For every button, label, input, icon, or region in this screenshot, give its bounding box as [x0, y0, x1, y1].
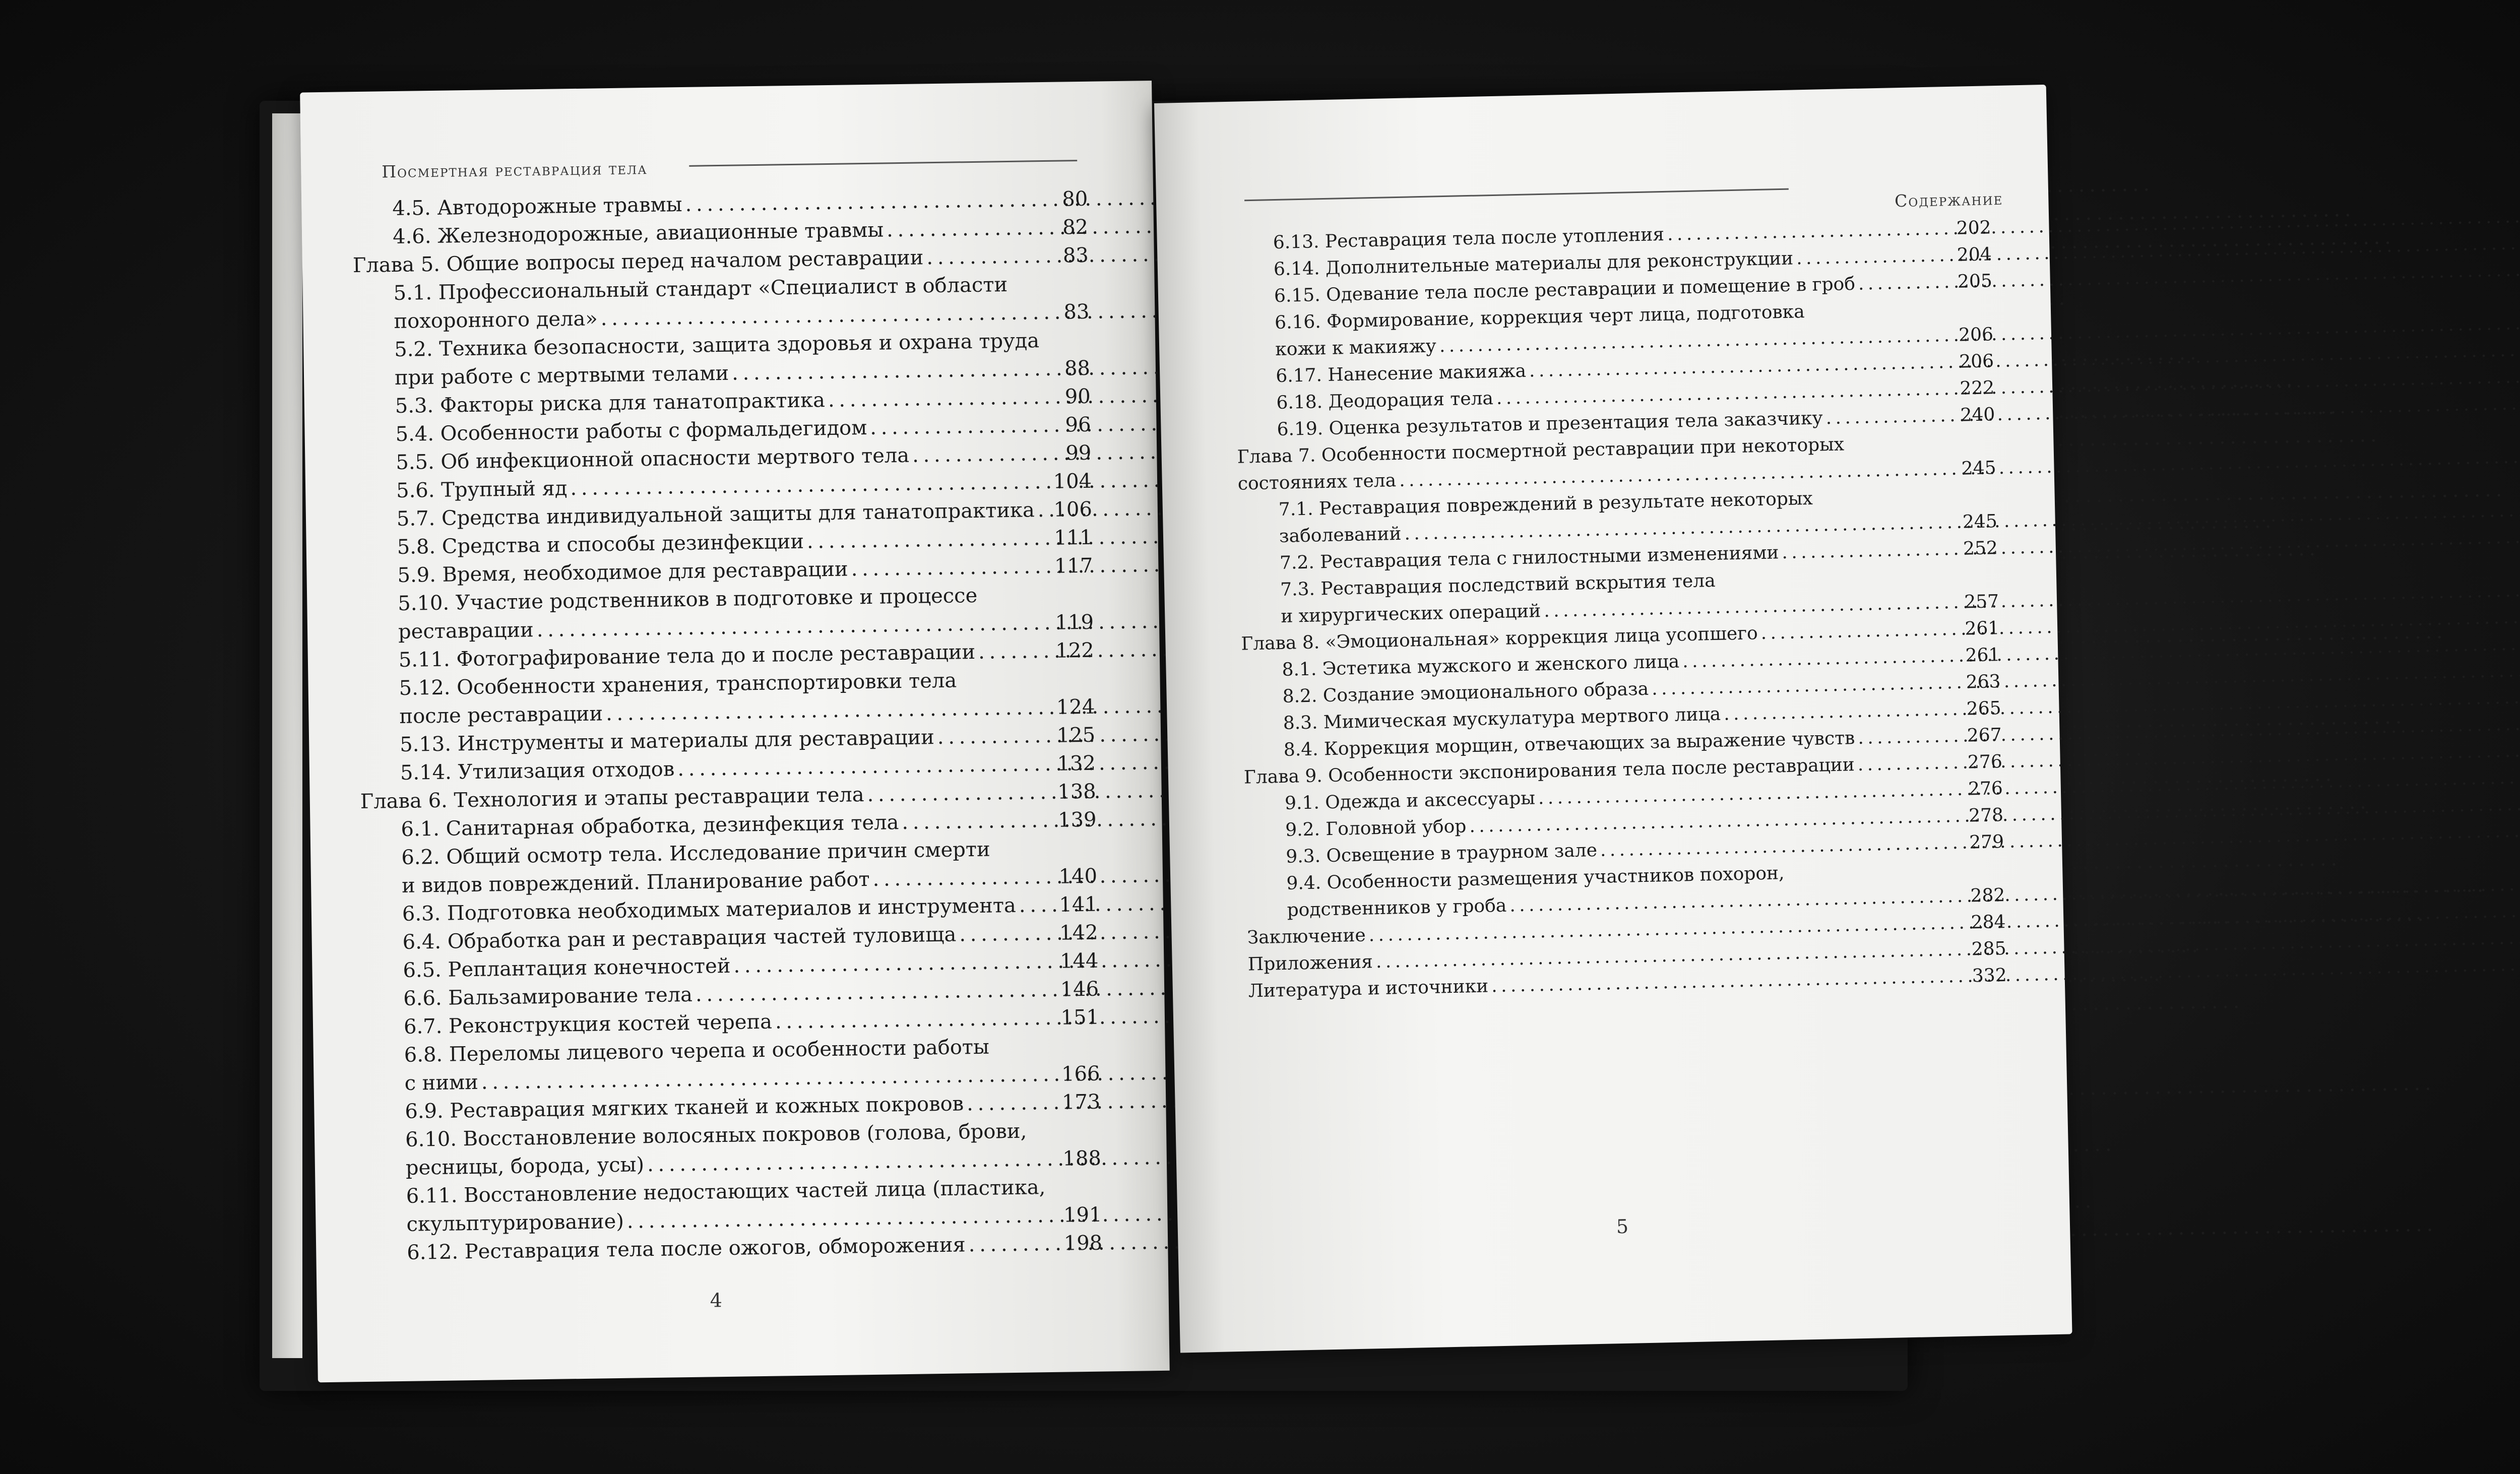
toc-entry-page: 205 [1957, 271, 1993, 292]
toc-entry-title: ресницы, борода, усы) [405, 1153, 645, 1180]
toc-entry-title-line: 5.2. Техника безопасности, защита здоровья и охрана труда [394, 329, 1040, 362]
toc-entry-title: 6.18. Деодорация тела [1276, 388, 1494, 414]
toc-entry-title: 6.17. Нанесение макияжа [1275, 360, 1527, 387]
toc-entry-title-line: Глава 7. Особенности посмертной реставрации при некоторых [1237, 434, 1845, 468]
toc-entry-page: 252 [1963, 538, 1998, 559]
toc-entry-title: и хирургических операций [1280, 601, 1541, 627]
toc-entry [365, 1173, 1102, 1239]
dot-leader [1019, 891, 1056, 920]
dot-leader [1796, 242, 1955, 272]
toc-entry-title: 6.12. Реставрация тела после ожогов, обморожения [407, 1233, 966, 1264]
toc-entry-title: 5.14. Утилизация отходов [400, 757, 675, 785]
toc-entry-page: 132 [1057, 751, 1096, 776]
toc-entry-title: 6.1. Санитарная обработка, дезинфекция тела [401, 811, 899, 841]
toc-entry-title: 8.4. Коррекция морщин, отвечающих за выражение чувств [1283, 728, 1855, 760]
toc-entry-page: 111 [1053, 526, 1093, 550]
toc-entry-page: 90 [1064, 384, 1091, 409]
toc-entry-title: Литература и источники [1248, 976, 1489, 1002]
toc-entry-page: 332 [1972, 965, 2007, 987]
toc-entry-page: 191 [1063, 1203, 1102, 1227]
toc-entry-page: 282 [1970, 884, 2005, 907]
toc-entry-page: 122 [1055, 638, 1095, 663]
toc-entry-title: с ними [404, 1070, 479, 1095]
toc-entry-title-line: 7.1. Реставрация повреждений в результате некоторых [1278, 488, 1813, 521]
toc-entry-page: 276 [1967, 751, 2003, 773]
toc-entry-title: 6.5. Реплантация конечностей [403, 954, 731, 982]
toc-entry-page: 198 [1063, 1231, 1103, 1255]
toc-entry-page: 140 [1058, 864, 1098, 888]
dot-leader [1037, 496, 1051, 524]
toc-left [352, 185, 1103, 1267]
toc-entry-title: 6.9. Реставрация мягких тканей и кожных покровов [405, 1092, 964, 1123]
toc-entry-page: 263 [1966, 671, 2001, 693]
left-page [300, 81, 1170, 1382]
toc-entry-title: 4.5. Автодорожные травмы [392, 193, 682, 221]
dot-leader [851, 552, 1051, 584]
toc-entry-page: 146 [1060, 977, 1099, 1001]
toc-entry-page: 206 [1958, 324, 1994, 346]
dot-leader [1782, 536, 1961, 566]
toc-entry-page: 104 [1053, 469, 1092, 493]
toc-entry-page: 82 [1062, 215, 1089, 239]
dot-leader [937, 722, 1054, 751]
toc-entry [361, 834, 1097, 901]
toc-entry-page: 83 [1063, 300, 1090, 324]
toc-entry-title: 9.3. Освещение в траурном зале [1285, 840, 1598, 867]
toc-entry-title-line: 6.10. Восстановление волосяных покровов (голова, брови, [405, 1119, 1027, 1151]
toc-entry-title: 6.3. Подготовка необходимых материалов и инструмента [402, 893, 1017, 926]
toc-entry-title: после реставрации [399, 702, 603, 728]
dot-leader [867, 778, 1055, 809]
toc-entry-page: 139 [1057, 808, 1097, 832]
toc-entry-title: родственников у гроба [1287, 895, 1507, 921]
toc-entry-title-line: 7.3. Реставрация последствий вскрытия тела [1280, 570, 1716, 600]
toc-entry-title: 6.7. Реконструкция костей черепа [403, 1010, 773, 1039]
toc-entry-title: заболеваний [1279, 523, 1402, 547]
toc-entry-title: 8.2. Создание эмоционального образа [1282, 678, 1649, 707]
toc-entry-page: 166 [1061, 1062, 1100, 1086]
toc-entry-title: и видов повреждений. Планирование работ [401, 867, 870, 898]
toc-entry-title: 6.15. Одевание тела после реставрации и помещение в гроб [1274, 273, 1856, 307]
toc-entry-page: 80 [1062, 187, 1088, 211]
toc-entry-page: 83 [1062, 243, 1089, 268]
toc-entry-title: Глава 8. «Эмоциональная» коррекция лица усопшего [1241, 623, 1758, 655]
toc-entry-title: 6.19. Оценка результатов и презентация тела заказчику [1277, 408, 1823, 440]
toc-entry-title-line: 9.4. Особенности размещения участников похорон, [1286, 863, 1785, 894]
dot-leader [959, 919, 1057, 949]
toc-entry-title: 5.7. Средства индивидуальной защиты для танатопрактика [396, 498, 1035, 531]
toc-entry-title: кожи к макияжу [1275, 336, 1437, 360]
toc-entry-page: 204 [1957, 244, 1992, 266]
toc-entry-title: скульптурирование) [406, 1209, 624, 1236]
toc-entry [358, 665, 1095, 731]
toc-entry-page: 206 [1959, 351, 1994, 372]
dot-leader [775, 1004, 1058, 1036]
toc-entry-page: 278 [1968, 805, 2004, 826]
dot-leader [968, 1230, 1061, 1259]
dot-leader [902, 806, 1055, 837]
dot-leader [978, 637, 1053, 666]
toc-entry-title-line: 6.8. Переломы лицевого черепа и особенности работы [404, 1035, 990, 1067]
toc-right [1232, 214, 2007, 1004]
toc-entry-title: 5.8. Средства и способы дезинфекции [397, 530, 804, 559]
head-rule-right [1244, 188, 1789, 202]
toc-entry-page: 117 [1054, 554, 1093, 578]
toc-entry-title-line: 5.12. Особенности хранения, транспортировки тела [399, 669, 957, 700]
toc-entry-page: 267 [1967, 725, 2002, 746]
toc-entry-title: 5.3. Факторы риска для танатопрактика [395, 389, 826, 418]
dot-leader [1858, 269, 1955, 297]
toc-entry-title: 5.13. Инструменты и материалы для реставрации [399, 726, 935, 756]
toc-entry-page: 245 [1961, 458, 1996, 479]
toc-entry-title-line: 6.11. Восстановление недостающих частей лица (пластика, [406, 1176, 1046, 1208]
toc-entry-title: 5.11. Фотографирование тела до и после реставрации [398, 640, 976, 672]
toc-entry [365, 1116, 1101, 1183]
right-page [1154, 85, 2072, 1353]
toc-entry-page: 276 [1968, 778, 2003, 800]
toc-entry [353, 270, 1089, 336]
toc-entry-title: 6.6. Бальзамирование тела [403, 983, 693, 1010]
toc-entry-title: при работе с мертвыми телами [394, 361, 729, 390]
toc-entry-page: 125 [1056, 723, 1096, 747]
dot-leader [732, 355, 1062, 388]
toc-entry-page: 188 [1062, 1146, 1102, 1171]
dot-leader [926, 242, 1060, 272]
dot-leader [1825, 402, 1958, 431]
toc-entry-page: 202 [1956, 217, 1991, 239]
dot-leader [1857, 749, 1965, 778]
toc-entry-title: 6.4. Обработка ран и реставрация частей туловища [402, 923, 957, 954]
toc-entry-title: похоронного дела» [394, 307, 598, 334]
toc-entry-title-line: 5.10. Участие родственников в подготовке и процессе [398, 584, 978, 615]
toc-entry-page: 151 [1060, 1005, 1100, 1030]
toc-entry-title: 9.1. Одежда и аксессуары [1284, 788, 1536, 814]
running-head-left: Посмертная реставрация тела [382, 158, 648, 182]
toc-entry-title-line: 6.16. Формирование, коррекция черт лица, подготовка [1274, 301, 1805, 334]
dot-leader [828, 383, 1062, 414]
toc-entry-title: 9.2. Головной убор [1285, 816, 1467, 841]
toc-entry-title: 4.6. Железнодорожные, авиационные травмы [392, 218, 884, 249]
dot-leader [1760, 616, 1962, 647]
toc-entry-page: 141 [1059, 892, 1098, 917]
toc-entry-title: 5.9. Время, необходимое для реставрации [397, 557, 848, 587]
page-number-left: 4 [710, 1289, 723, 1312]
toc-entry-page: 261 [1965, 645, 2000, 666]
toc-entry-page: 261 [1965, 618, 2000, 639]
toc-entry-title: 8.3. Мимическая мускулатура мертвого лица [1283, 703, 1721, 734]
toc-entry-page: 245 [1962, 511, 1998, 533]
toc-entry [357, 580, 1094, 647]
toc-entry-title-line: 6.2. Общий осмотр тела. Исследование причин смерти [401, 838, 990, 869]
dot-leader [685, 185, 1059, 219]
head-rule-left [689, 160, 1077, 167]
dot-leader [872, 863, 1056, 893]
dot-leader [887, 214, 1060, 244]
toc-entry-page: 96 [1065, 413, 1091, 437]
toc-entry-page: 257 [1964, 591, 1999, 613]
toc-entry-title: Приложения [1247, 951, 1373, 975]
running-head-right: Содержание [1894, 188, 2003, 211]
toc-entry-title: 6.13. Реставрация тела после утопления [1273, 224, 1665, 253]
toc-entry-title: Глава 6. Технология и этапы реставрации тела [360, 783, 864, 814]
dot-leader [807, 524, 1051, 556]
toc-entry-title: Глава 5. Общие вопросы перед началом реставрации [352, 246, 924, 278]
toc-entry-title: 6.14. Дополнительные материалы для реконструкции [1273, 248, 1794, 280]
toc-entry-page: 119 [1055, 610, 1094, 634]
toc-entry-title: Заключение [1247, 925, 1366, 948]
toc-entry-page: 99 [1065, 441, 1092, 465]
toc-entry-page: 279 [1969, 831, 2004, 853]
toc-entry-title: 7.2. Реставрация тела с гнилостными изменениями [1279, 542, 1779, 573]
dot-leader [733, 947, 1057, 980]
toc-entry-title: реставрации [398, 618, 534, 644]
dot-leader [677, 750, 1054, 783]
toc-entry-page: 265 [1966, 698, 2001, 720]
toc-entry-page: 142 [1059, 921, 1098, 945]
toc-entry-title: 5.6. Трупный яд [396, 477, 568, 503]
toc-entry-page: 88 [1064, 356, 1091, 380]
toc-entry-page: 124 [1056, 695, 1095, 719]
toc-entry-title-line: 5.1. Профессиональный стандарт «Специалист в области [393, 273, 1008, 305]
toc-entry-page: 106 [1053, 497, 1093, 522]
page-block-edge [272, 113, 302, 1358]
toc-entry-page: 240 [1960, 404, 1995, 426]
dot-leader [1858, 723, 1965, 751]
dot-leader [912, 439, 1063, 470]
toc-entry-page: 285 [1971, 938, 2006, 960]
toc-entry-title: состояниях тела [1237, 470, 1397, 494]
toc-entry [354, 326, 1090, 393]
toc-entry-page: 284 [1971, 911, 2006, 933]
toc-entry [363, 1032, 1100, 1098]
page-number-right: 5 [1616, 1215, 1629, 1238]
toc-entry-page: 173 [1061, 1090, 1101, 1114]
toc-entry-title: 5.4. Особенности работы с формальдегидом [395, 416, 867, 446]
toc-entry-title: 5.5. Об инфекционной опасности мертвого тела [396, 443, 910, 475]
dot-leader [696, 976, 1058, 1009]
toc-entry-title: Глава 9. Особенности экспонирования тела после реставрации [1243, 754, 1855, 788]
toc-entry-title: 8.1. Эстетика мужского и женского лица [1282, 651, 1680, 680]
toc-entry-page: 138 [1057, 780, 1097, 804]
toc-entry-page: 222 [1960, 377, 1995, 399]
toc-entry-page: 144 [1059, 949, 1099, 973]
dot-leader [967, 1088, 1059, 1118]
dot-leader [870, 411, 1062, 442]
